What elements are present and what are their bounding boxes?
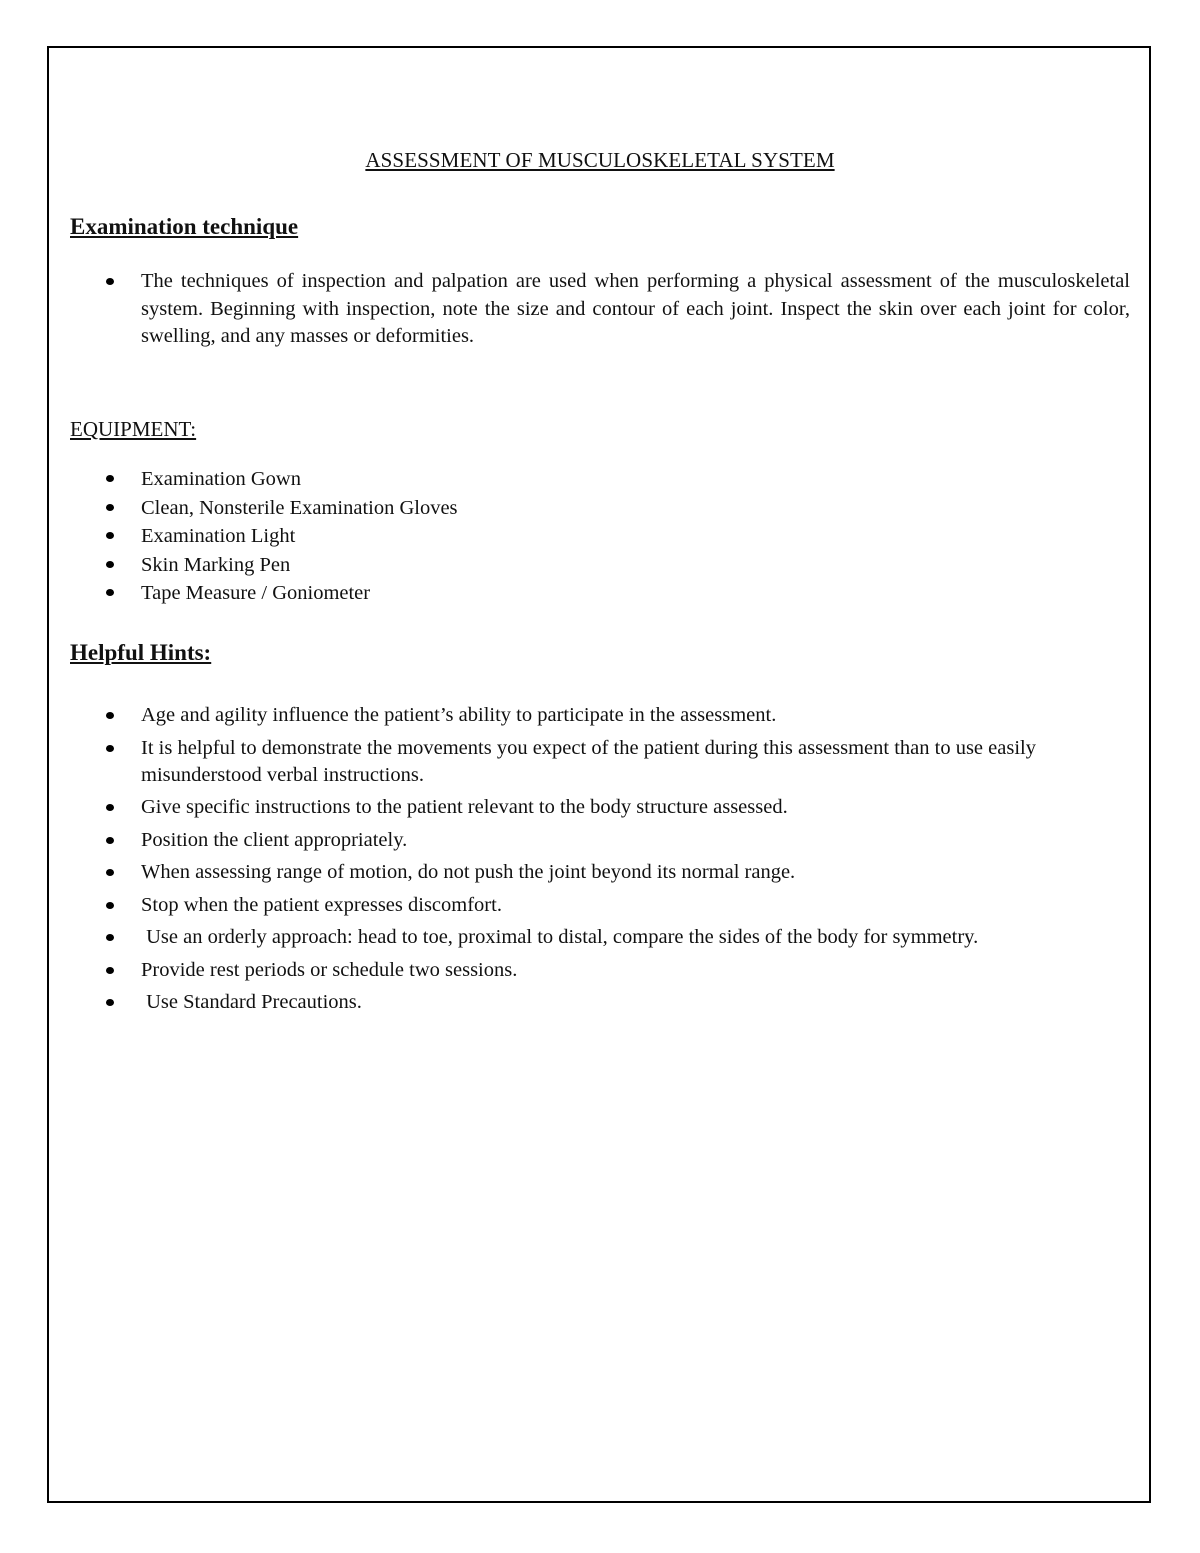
bullet-icon [106,745,114,752]
list-item [70,924,1130,951]
list-item-text: It is helpful to demonstrate the movements you expect of the patient during this assessment than to use easily misunderstood verbal instructions. [141,736,1036,786]
list-item [70,268,1130,351]
list-item-text: Position the client appropriately. [141,828,408,851]
heading-equipment: EQUIPMENT: [70,417,197,441]
list-item-text: Give specific instructions to the patient relevant to the body structure assessed. [141,796,788,818]
technique-list [70,268,1130,351]
bullet-icon [106,589,114,596]
list-item [70,522,970,551]
bullet-icon [106,869,114,876]
bullet-icon [106,561,114,568]
list-item-text: Clean, Nonsterile Examination Gloves [141,496,458,519]
list-item-text: Age and agility influence the patient’s ability to participate in the assessment. [141,704,777,726]
list-item-text: When assessing range of motion, do not push the joint beyond its normal range. [141,861,796,883]
list-item [70,579,970,608]
bullet-icon [106,278,114,285]
list-item-text: Stop when the patient expresses discomfort. [141,893,502,916]
hints-list [70,702,1130,1022]
list-item [70,551,970,580]
list-item-text: Skin Marking Pen [141,553,291,576]
list-item [70,794,1130,821]
bullet-icon [106,804,114,811]
list-item-text: Provide rest periods or schedule two sessions. [141,958,518,981]
list-item-text: Tape Measure / Goniometer [141,582,371,605]
document-title: ASSESSMENT OF MUSCULOSKELETAL SYSTEM [365,148,835,172]
heading-helpful-hints: Helpful Hints: [70,640,212,665]
list-item [70,827,1130,854]
list-item [70,735,1130,789]
bullet-icon [106,475,114,482]
bullet-icon [106,837,114,844]
list-item [70,465,970,494]
bullet-icon [106,712,114,719]
bullet-icon [106,934,114,941]
heading-examination-technique: Examination technique [70,214,299,239]
equipment-list [70,465,970,608]
bullet-icon [106,504,114,511]
list-item-text: Use an orderly approach: head to toe, proximal to distal, compare the sides of the body for symmetry. [141,926,979,948]
list-item-text: Examination Gown [141,468,301,490]
bullet-icon [106,999,114,1006]
bullet-icon [106,902,114,909]
list-item-text: Use Standard Precautions. [141,991,362,1013]
list-item [70,989,1130,1016]
list-item-text: The techniques of inspection and palpation are used when performing a physical assessment of the musculoskeletal system. Beginning with inspection, note the size and contour of each joint. Inspect the skin over each joint for color, swelling, and any masses or deformities. [141,270,1130,347]
list-item [70,494,970,523]
list-item [70,892,1130,919]
list-item [70,859,1130,886]
bullet-icon [106,967,114,974]
list-item [70,957,1130,984]
list-item-text: Examination Light [141,525,296,548]
list-item [70,702,1130,729]
bullet-icon [106,532,114,539]
